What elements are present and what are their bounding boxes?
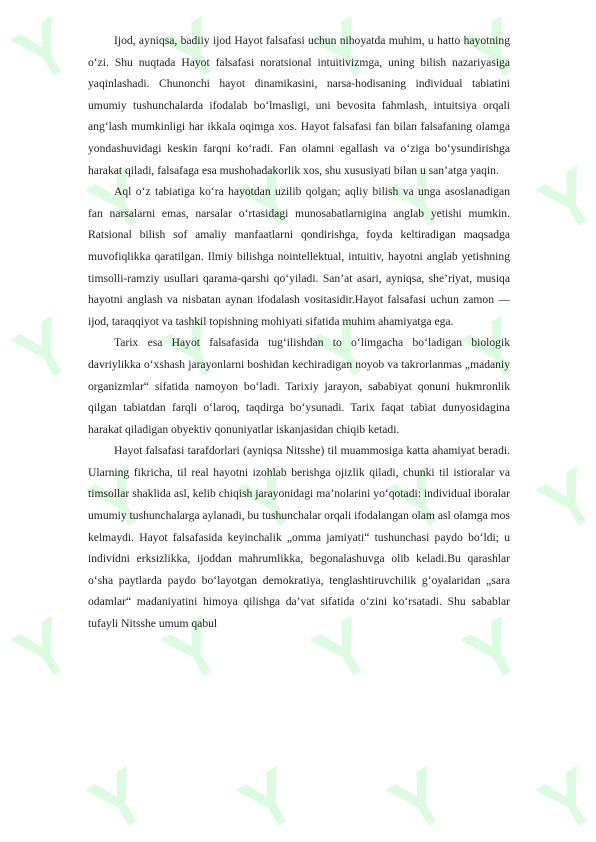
watermark-mark — [535, 766, 596, 836]
watermark-mark — [535, 166, 596, 236]
paragraph: Hayot falsafasi tarafdorlari (ayniqsa Nitsshe) til muammosiga katta ahamiyat beradi. Ularning fikricha, til real hayotni izohlab berishga ojizlik qiladi, chunki til istioralar va timsollar shaklida asl, kelib chiqish jarayonidagi ma’nolarini yo‘qotadi: individual iboralar umumiy tushunchalarga aylanadi, bu tushunchalar orqali ifodalangan olam asl olamga mos kelmaydi. Hayot falsafasida keyinchalik „omma jamiyati“ tushunchasi paydo bo‘ldi; u individni erksizlikka, ijoddan mahrumlikka, begonalashuvga olib keladi.Bu qarashlar o‘sha paytlarda paydo bo‘layotgan demokratiya, tenglashtiruvchilik g‘oyalaridan „sara odamlar“ madaniyatini himoya qilishga da’vat sifatida o‘zini ko‘rsatadi. Shu sabablar tufayli Nitsshe umum qabul — [88, 444, 510, 631]
watermark-mark — [0, 766, 3, 836]
watermark-mark — [10, 316, 78, 386]
paragraph: Aql o‘z tabiatiga ko‘ra hayotdan uzilib qolgan; aqliy bilish va unga asoslanadigan fan narsalarni emas, narsalar o‘rtasidagi munosabatlarnigina anglab yetishi mumkin. Ratsional bilish sof amaliy manfaatlarni qondirishga, foyda keltiradigan maqsadga muvofiqlikka qaratilgan. Ilmiy bilishga nointellektual, intuitiv, hayotni anglab yetishning timsolli-ramziy usullari qarama-qarshi qo‘yiladi. San’at asari, ayniqsa, she’riyat, musiqa hayotni anglash va nisbatan aynan ifodalash vositasidir.Hayot falsafasi uchun zamon — ijod, taraqqiyot va tashkil topishning mohiyati sifatida muhim ahamiyatga ega. — [88, 185, 510, 328]
watermark-mark — [385, 766, 453, 836]
watermark-mark — [85, 766, 153, 836]
watermark-mark — [235, 766, 303, 836]
document-body — [88, 30, 510, 635]
watermark-mark — [0, 166, 3, 236]
watermark-mark — [535, 466, 596, 536]
watermark-mark — [10, 616, 78, 686]
watermark-mark — [0, 466, 3, 536]
paragraph: Ijod, ayniqsa, badiiy ijod Hayot falsafasi uchun nihoyatda muhim, u hatto hayotning o‘zi. Shu nuqtada Hayot falsafasi noratsional intuitivizmga, uning bilish nazariyasiga yaqinlashadi. Chunonchi hayot dinamikasini, narsa-hodisaning individual tabiatini umumiy tushunchalarda ifodalab bo‘lmasligi, uni bevosita fahmlash, intuitsiya orqali ang‘lash mumkinligi har ikkala oqimga xos. Hayot falsafasi fan bilan falsafaning olamga yondashuvidagi keskin farqni ko‘radi. Fan olamni egallash va o‘ziga bo‘ysundirishga harakat qiladi, falsafaga esa mushohadakorlik xos, shu xususiyati bilan u san’atga yaqin. — [88, 34, 510, 177]
watermark-mark — [10, 16, 78, 86]
paragraph: Tarix esa Hayot falsafasida tug‘ilishdan to o‘limgacha bo‘ladigan biologik davriylikka o‘xshash jarayonlarni boshidan kechiradigan noyob va takrorlanmas „madaniy organizmlar“ sifatida namoyon bo‘ladi. Tarixiy jarayon, sababiyat qonuni hukmronlik qilgan tabiatdan farqli o‘laroq, taqdirga bo‘ysunadi. Tarix faqat tabiat dunyosidagina harakat qiladigan obyektiv qonuniyatlar iskanjasidan chiqib ketadi. — [88, 336, 510, 436]
